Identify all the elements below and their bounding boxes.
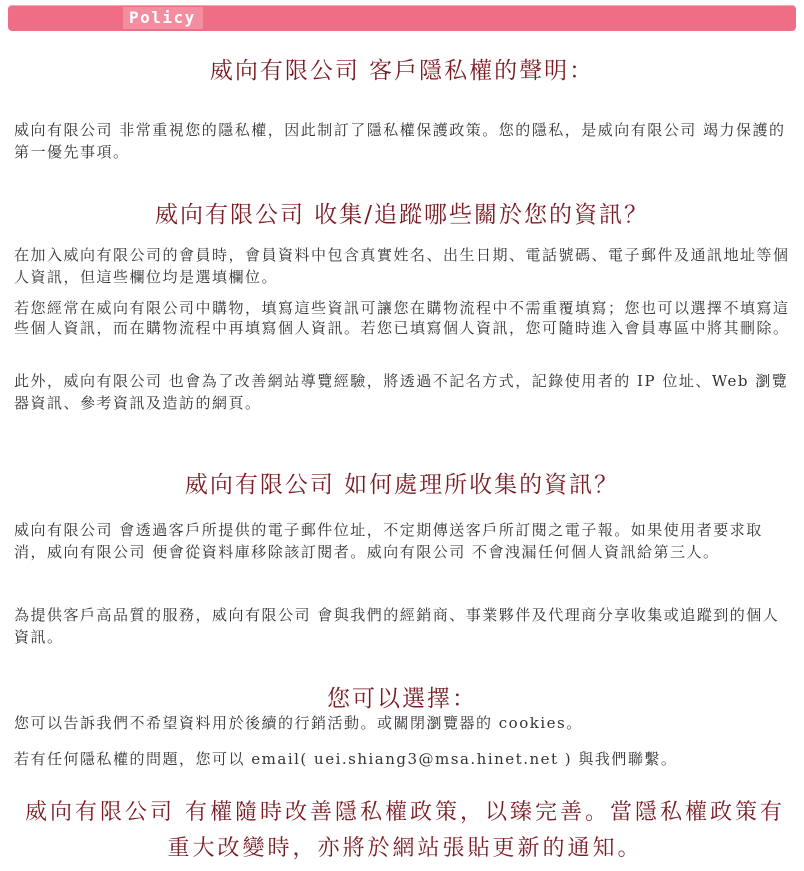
handle-paragraph-1: 威向有限公司 會透過客戶所提供的電子郵件位址，不定期傳送客戶所訂閱之電子報。如果使用者要求取消，威向有限公司 便會從資料庫移除該訂閱者。威向有限公司 不會洩漏任何個人資訊給第三人。 bbox=[14, 521, 763, 561]
statement-heading: 威向有限公司 客戶隱私權的聲明： bbox=[209, 58, 595, 84]
choice-heading: 您可以選擇： bbox=[327, 686, 477, 712]
handle-paragraph-2: 為提供客戶高品質的服務，威向有限公司 會與我們的經銷商、事業夥伴及代理商分享收集或追蹤到的個人資訊。 bbox=[14, 606, 780, 646]
policy-tab-label: Policy bbox=[123, 7, 203, 29]
closing-statement: 威向有限公司 有權隨時改善隱私權政策，以臻完善。當隱私權政策有重大改變時，亦將於網站張貼更新的通知。 bbox=[25, 800, 785, 861]
statement-paragraph: 威向有限公司 非常重視您的隱私權，因此制訂了隱私權保護政策。您的隱私，是威向有限公司 竭力保護的第一優先事項。 bbox=[14, 121, 786, 161]
handle-heading: 威向有限公司 如何處理所收集的資訊？ bbox=[184, 472, 620, 498]
collect-paragraph-2: 若您經常在威向有限公司中購物，填寫這些資訊可讓您在購物流程中不需重覆填寫；您也可以選擇不填寫這些個人資訊，而在購物流程中再填寫個人資訊。若您已填寫個人資訊，您可隨時進入會員專區中將其刪除。 bbox=[14, 299, 790, 337]
collect-paragraph-1: 在加入威向有限公司的會員時，會員資料中包含真實姓名、出生日期、電話號碼、電子郵件及通訊地址等個人資訊，但這些欄位均是選填欄位。 bbox=[14, 246, 790, 286]
collect-heading: 威向有限公司 收集/追蹤哪些關於您的資訊？ bbox=[154, 202, 650, 228]
collect-paragraph-3: 此外，威向有限公司 也會為了改善網站導覽經驗，將透過不記名方式，記錄使用者的 IP 位址、Web 瀏覽器資訊、參考資訊及造訪的網頁。 bbox=[14, 372, 789, 412]
choice-paragraph-1: 您可以告訴我們不希望資料用於後續的行銷活動。或關閉瀏覽器的 cookies。 bbox=[14, 714, 583, 732]
header-bar bbox=[8, 5, 796, 31]
choice-paragraph-2: 若有任何隱私權的問題，您可以 email( uei.shiang3@msa.hinet.net ) 與我們聯繫。 bbox=[14, 750, 678, 768]
